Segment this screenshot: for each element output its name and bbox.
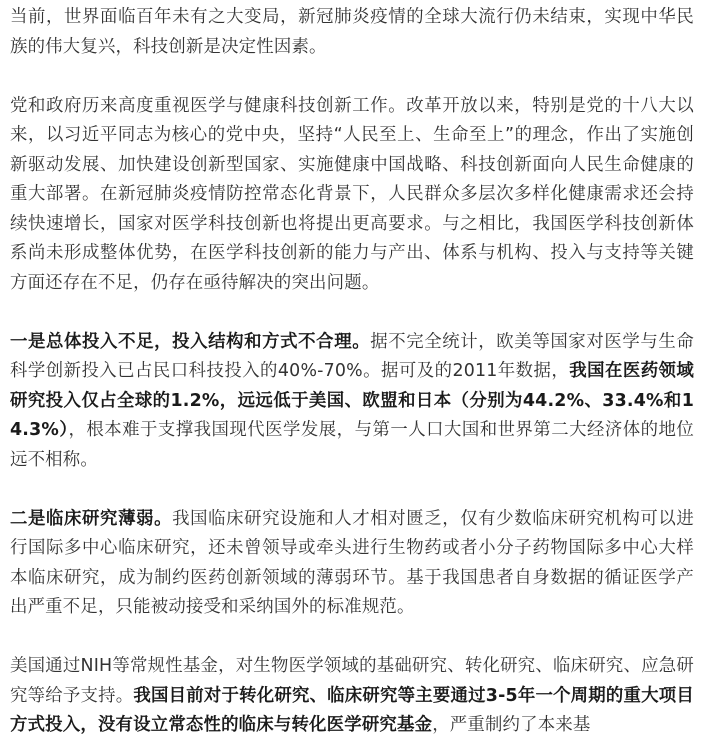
paragraph-text: 据不完全统计，欧美等国家对医学与生命科学创新投入已占民口科技投入的40%-70%。据可及的2011年数据， [10, 331, 694, 381]
paragraph-investment [10, 328, 694, 476]
paragraph-text: 当前，世界面临百年未有之大变局，新冠肺炎疫情的全球大流行仍未结束，实现中华民族的伟大复兴，科技创新是决定性因素。 [10, 7, 694, 57]
paragraph-text: ，根本难于支撑我国现代医学发展，与第一人口大国和世界第二大经济体的地位远不相称。 [10, 420, 694, 470]
paragraph-emphasis: 我国目前对于转化研究、临床研究等主要通过3-5年一个周期的重大项目方式投入，没有设立常态性的临床与转化医学研究基金 [10, 685, 694, 735]
paragraph-text: 党和政府历来高度重视医学与健康科技创新工作。改革开放以来，特别是党的十八大以来，以习近平同志为核心的党中央，坚持“人民至上、生命至上”的理念，作出了实施创新驱动发展、加快建设创新型国家、实施健康中国战略、科技创新面向人民生命健康的重大部署。在新冠肺炎疫情防控常态化背景下，人民群众多层次多样化健康需求还会持续快速增长，国家对医学科技创新也将提出更高要求。与之相比，我国医学科技创新体系尚未形成整体优势，在医学科技创新的能力与产出、体系与机构、投入与支持等关键方面还存在不足，仍存在亟待解决的突出问题。 [10, 95, 694, 293]
paragraph-intro [10, 3, 694, 62]
paragraph-emphasis: 我国在医药领域研究投入仅占全球的1.2%，远远低于美国、欧盟和日本（分别为44.2%、33.4%和14.3%） [10, 361, 695, 440]
paragraph-heading: 二是临床研究薄弱。 [10, 508, 173, 529]
paragraph-nih [10, 652, 694, 741]
paragraph-text: ，严重制约了本来基 [432, 715, 591, 735]
paragraph-text: 我国临床研究设施和人才相对匮乏，仅有少数临床研究机构可以进行国际多中心临床研究，还未曾领导或牵头进行生物药或者小分子药物国际多中心大样本临床研究，成为制约医药创新领域的薄弱环节。基于我国患者自身数据的循证医学产出严重不足，只能被动接受和采纳国外的标准规范。 [10, 508, 694, 617]
paragraph-clinical [10, 505, 694, 623]
paragraph-policy [10, 92, 694, 299]
paragraph-heading: 一是总体投入不足，投入结构和方式不合理。 [10, 331, 371, 352]
paragraph-text: 美国通过NIH等常规性基金，对生物医学领域的基础研究、转化研究、临床研究、应急研究等给予支持。 [10, 656, 694, 706]
